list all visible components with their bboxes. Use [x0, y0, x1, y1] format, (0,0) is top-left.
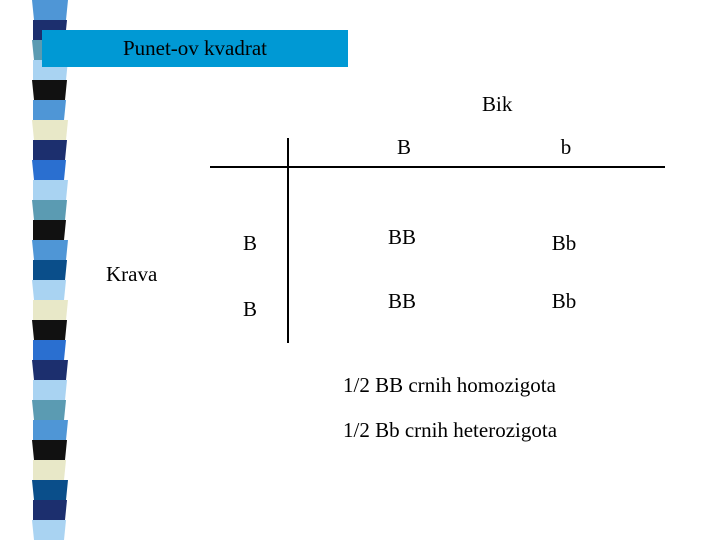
stripe-segment [33, 260, 67, 280]
stripe-segment [32, 240, 68, 260]
stripe-segment [32, 120, 68, 140]
father-label: Bik [482, 92, 513, 116]
grid-vertical-line [287, 138, 289, 343]
row-header-1: B [242, 231, 257, 255]
stripe-segment [32, 400, 66, 420]
cell-1-2: Bb [551, 231, 577, 255]
result-heterozygous: 1/2 Bb crnih heterozigota [343, 418, 558, 442]
stripe-segment [33, 460, 66, 480]
stripe-segment [33, 300, 68, 320]
stripe-segment [33, 340, 66, 360]
cell-2-2: Bb [551, 289, 577, 313]
stripe-segment [32, 280, 66, 300]
stripe-segment [32, 0, 68, 20]
stripe-segment [32, 160, 66, 180]
stripe-segment [33, 100, 66, 120]
page-title: Punet-ov kvadrat [122, 36, 268, 60]
mother-label: Krava [106, 262, 158, 286]
stripe-segment [33, 420, 68, 440]
stripe-segment [32, 440, 67, 460]
stripe-segment [32, 360, 68, 380]
stripe-segment [32, 520, 66, 540]
stripe-segment [32, 80, 67, 100]
column-header-1: B [396, 135, 411, 159]
cell-1-1: BB [387, 225, 416, 249]
result-homozygous: 1/2 BB crnih homozigota [343, 373, 556, 397]
row-header-2: B [242, 297, 257, 321]
stripe-segment [33, 500, 67, 520]
stripe-segment [32, 200, 67, 220]
stripe-segment [32, 480, 68, 500]
stripe-segment [33, 220, 66, 240]
cell-2-1: BB [387, 289, 416, 313]
stripe-segment [33, 180, 68, 200]
title-bar [42, 30, 348, 67]
striped-border-decoration [28, 0, 72, 540]
stripe-segment [32, 320, 67, 340]
grid-horizontal-line [210, 166, 665, 168]
column-header-2: b [560, 135, 572, 159]
stripe-segment [33, 380, 67, 400]
stripe-segment [33, 140, 67, 160]
